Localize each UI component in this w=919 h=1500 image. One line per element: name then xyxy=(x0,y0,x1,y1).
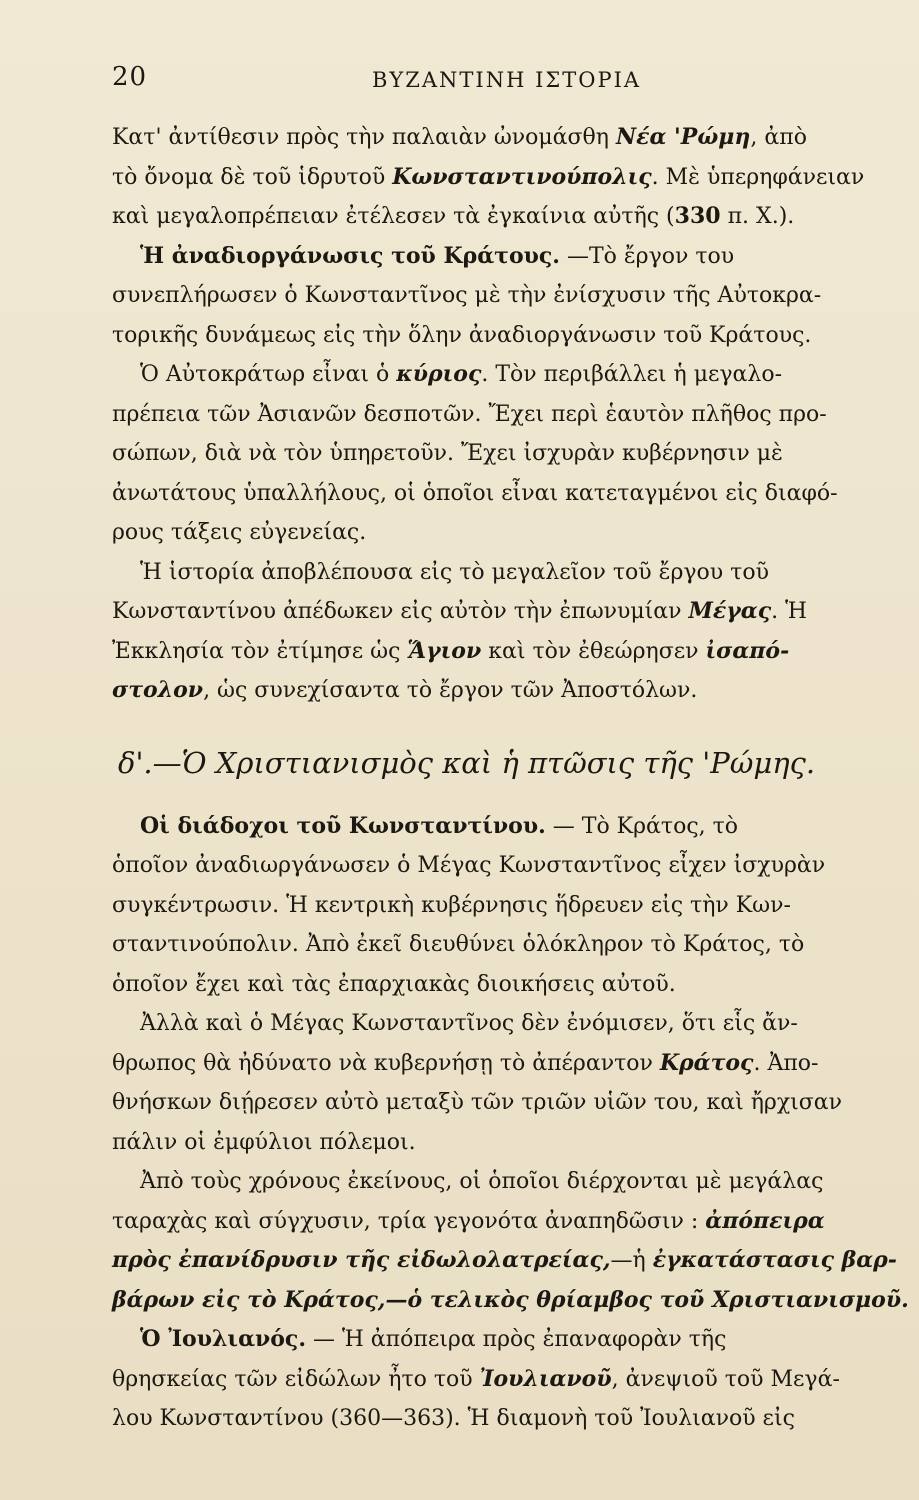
text-line xyxy=(112,118,844,158)
text-line xyxy=(112,1241,897,1281)
page-header xyxy=(112,62,844,96)
running-title: ΒΥΖΑΝΤΙΝΗ ΙΣΤΟΡΙΑ xyxy=(372,68,642,92)
text-run: , ἀπὸ xyxy=(750,125,807,150)
text-run: — Ἡ ἀπόπειρα πρὸς ἐπαναφορὰν τῆς xyxy=(306,1327,727,1352)
text-line xyxy=(112,355,844,395)
text-line: ἀνωτάτους ὑπαλλήλους, οἱ ὁποῖοι εἶναι κατεταγμένοι εἰς διαφό- xyxy=(112,480,838,506)
spacer xyxy=(112,711,844,733)
text-line xyxy=(112,1360,844,1400)
text-line: ὁποῖον ἀναδιωργάνωσεν ὁ Μέγας Κωνσταντῖνος εἶχεν ἰσχυρὰν xyxy=(112,853,826,878)
text-line xyxy=(112,1044,844,1084)
emphasis-isapostolos-cont: στολον xyxy=(112,677,204,703)
paragraph-julian xyxy=(112,1320,844,1439)
text-run: Ἐκκλησία τὸν ἐτίμησε ὡς xyxy=(112,638,408,664)
text-line xyxy=(112,1320,844,1360)
text-run: θρησκείας τῶν εἰδώλων ἦτο τοῦ xyxy=(112,1366,480,1392)
text-line: τορικῆς δυνάμεως εἰς τὴν ὅλην ἀναδιοργάνωσιν τοῦ Κράτους. xyxy=(112,322,812,348)
emphasis-idolatry: πρὸς ἐπανίδρυσιν τῆς εἰδωλολατρείας, xyxy=(112,1247,611,1273)
paragraph-new-rome xyxy=(112,118,865,237)
section-heading-julian: Ὁ Ἰουλιανός. xyxy=(140,1326,306,1352)
emphasis-constantinople: Κωνσταντινούπολις xyxy=(392,163,652,190)
emphasis-megas: Μέγας xyxy=(688,598,772,624)
emphasis-new-rome: Νέα 'Ρώμη xyxy=(615,124,751,150)
text-line xyxy=(112,632,844,672)
text-run: καὶ τὸν ἐθεώρησεν xyxy=(481,638,706,664)
text-line: Ἀλλὰ καὶ ὁ Μέγας Κωνσταντῖνος δὲν ἐνόμισεν, ὅτι εἷς ἄν- xyxy=(140,1011,798,1036)
text-run: Ὁ Αὐτοκράτωρ εἶναι ὁ xyxy=(140,362,397,387)
emphasis-julian: Ἰουλιανοῦ xyxy=(479,1365,612,1392)
text-line xyxy=(112,1202,844,1242)
text-run: . Ἀπο- xyxy=(753,1050,819,1076)
emphasis-kratos: Κράτος xyxy=(659,1049,754,1076)
text-line: σταντινούπολιν. Ἀπὸ ἐκεῖ διευθύνει ὁλόκληρον τὸ Κράτος, τὸ xyxy=(112,932,805,957)
text-line xyxy=(112,807,844,847)
text-run: Κωνσταντίνου ἀπέδωκεν εἰς αὐτὸν τὴν ἐπωνυμίαν xyxy=(112,599,689,624)
text-run: —Τὸ ἔργον του xyxy=(559,243,735,269)
text-run: π. Χ.). xyxy=(720,204,795,229)
text-line: πρέπεια τῶν Ἀσιανῶν δεσποτῶν. Ἔχει περὶ ἑαυτὸν πλῆθος προ- xyxy=(112,401,827,427)
text-line: ὁποῖον ἔχει καὶ τὰς ἐπαρχιακὰς διοικήσεις αὐτοῦ. xyxy=(112,971,676,997)
paragraph-emperor xyxy=(112,355,844,553)
spacer xyxy=(112,793,844,807)
chapter-heading: δ'.—Ὁ Χριστιανισμὸς καὶ ἡ πτῶσις τῆς 'Ρώμης. xyxy=(118,745,816,780)
text-run: τὸ ὄνομα δὲ τοῦ ἱδρυτοῦ xyxy=(112,164,393,190)
paragraph-successors xyxy=(112,807,844,1005)
text-line xyxy=(112,592,844,632)
text-run: —ἡ xyxy=(610,1248,653,1273)
text-line xyxy=(112,237,844,277)
text-line xyxy=(112,158,865,198)
section-heading-reorganization: Ἡ ἀναδιοργάνωσις τοῦ Κράτους. xyxy=(140,242,560,269)
page-number: 20 xyxy=(112,62,148,92)
text-run: ταραχὰς καὶ σύγχυσιν, τρία γεγονότα ἀναπηδῶσιν : xyxy=(112,1208,706,1234)
text-run: Κατ' ἀντίθεσιν πρὸς τὴν παλαιὰν ὠνομάσθη xyxy=(112,125,616,150)
text-line: σώπων, διὰ νὰ τὸν ὑπηρετοῦν. Ἔχει ἰσχυρὰν κυβέρνησιν μὲ xyxy=(112,441,783,466)
text-line: Ἀπὸ τοὺς χρόνους ἐκείνους, οἱ ὁποῖοι διέρχονται μὲ μεγάλας xyxy=(140,1169,824,1194)
text-run: καὶ μεγαλοπρέπειαν ἐτέλεσεν τὰ ἐγκαίνια αὐτῆς ( xyxy=(112,204,675,229)
emphasis-attempt: ἀπόπειρα xyxy=(705,1207,825,1234)
section-heading-successors: Οἱ διάδοχοι τοῦ Κωνσταντίνου. xyxy=(140,812,546,839)
paragraph-three-events xyxy=(112,1162,909,1320)
paragraph-history xyxy=(112,553,844,711)
emphasis-triumph: βάρων εἰς τὸ Κράτος,—ὁ τελικὸς θρίαμβος τοῦ Χριστιανισμοῦ. xyxy=(112,1286,909,1313)
text-line xyxy=(112,1281,909,1321)
text-run: — Τὸ Κράτος, τὸ xyxy=(545,813,739,839)
emphasis-barbarians: ἐγκατάστασις βαρ- xyxy=(652,1247,897,1273)
text-run: . Ἡ xyxy=(771,599,807,624)
text-line: Ἡ ἱστορία ἀποβλέπουσα εἰς τὸ μεγαλεῖον τοῦ ἔργου τοῦ xyxy=(140,559,769,585)
text-line xyxy=(112,671,844,711)
emphasis-agios: Ἅγιον xyxy=(407,637,482,664)
paragraph-division xyxy=(112,1004,844,1162)
emphasis-year-330: 330 xyxy=(674,203,721,229)
text-line: συνεπλήρωσεν ὁ Κωνσταντῖνος μὲ τὴν ἐνίσχυσιν τῆς Αὐτοκρα- xyxy=(112,283,822,308)
text-line xyxy=(112,197,844,237)
emphasis-kyrios: κύριος xyxy=(396,361,482,387)
text-run: , ὡς συνεχίσαντα τὸ ἔργον τῶν Ἀποστόλων. xyxy=(203,678,698,703)
emphasis-isapostolos: ἰσαπό- xyxy=(705,637,790,664)
text-line: ρους τάξεις εὐγενείας. xyxy=(112,520,367,545)
text-line: λου Κωνσταντίνου (360—363). Ἡ διαμονὴ τοῦ Ἰουλιανοῦ εἰς xyxy=(112,1406,795,1431)
text-line: συγκέντρωσιν. Ἡ κεντρικὴ κυβέρνησις ἥδρευεν εἰς τὴν Κων- xyxy=(112,892,791,918)
page-body xyxy=(112,118,909,1439)
text-run: θρωπος θὰ ἠδύνατο νὰ κυβερνήσῃ τὸ ἀπέραντον xyxy=(112,1050,660,1076)
text-run: . Μὲ ὑπερηφάνειαν xyxy=(651,164,865,190)
paragraph-reorganization xyxy=(112,237,844,356)
text-run: . Τὸν περιβάλλει ἡ μεγαλο- xyxy=(481,362,783,387)
text-line: θνήσκων διῄρεσεν αὐτὸ μεταξὺ τῶν τριῶν υἱῶν του, καὶ ἤρχισαν xyxy=(112,1090,843,1115)
text-line: πάλιν οἱ ἐμφύλιοι πόλεμοι. xyxy=(112,1129,416,1155)
text-run: , ἀνεψιοῦ τοῦ Μεγά- xyxy=(611,1366,840,1392)
